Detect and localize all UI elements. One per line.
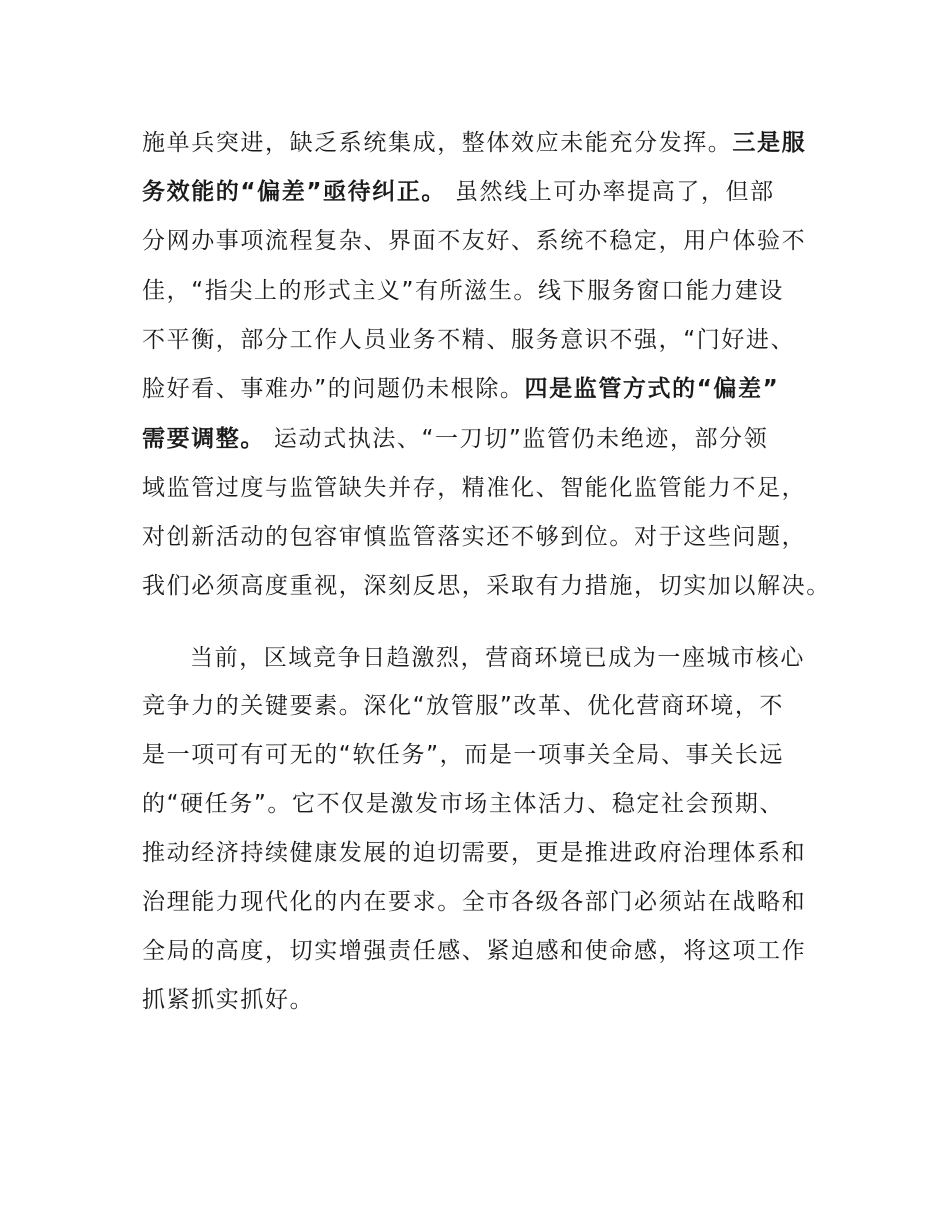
paragraph-2-line-6: 治理能力现代化的内在要求。全市各级各部门必须站在战略和 [142, 889, 807, 915]
text-normal: 施单兵突进，缺乏系统集成，整体效应未能充分发挥。 [142, 130, 733, 156]
paragraph-1-line-2 [142, 177, 775, 207]
text-bold-heading: 四是监管方式的“偏差” [524, 376, 780, 402]
paragraph-2-line-7: 全局的高度，切实增强责任感、紧迫感和使命感，将这项工作 [142, 938, 807, 964]
paragraph-2-line-4: 的“硬任务”。它不仅是激发市场主体活力、稳定社会预期、 [142, 791, 785, 817]
paragraph-1-line-4: 佳，“指尖上的形式主义”有所滋生。线下服务窗口能力建设 [142, 278, 785, 304]
text-bold-heading: 需要调整。 [142, 426, 265, 452]
paragraph-1-line-3: 分网办事项流程复杂、界面不友好、系统不稳定，用户体验不 [142, 228, 807, 254]
text-bold-heading: 三是服 [732, 130, 807, 156]
paragraph-1-line-8: 域监管过度与监管缺失并存，精准化、智能化监管能力不足， [142, 475, 807, 501]
text-bold-heading: 务效能的“偏差”亟待纠正。 [142, 179, 447, 205]
text-normal: 脸好看、事难办”的问题仍未根除。 [142, 376, 525, 402]
text-normal: 运动式执法、“一刀切”监管仍未绝迹，部分领 [265, 426, 769, 452]
paragraph-2-line-3: 是一项可有可无的“软任务”，而是一项事关全局、事关长远 [142, 742, 785, 768]
paragraph-2-line-2: 竞争力的关键要素。深化“放管服”改革、优化营商环境，不 [142, 693, 785, 719]
paragraph-1-line-7 [142, 424, 768, 454]
paragraph-1-line-10: 我们必须高度重视，深刻反思，采取有力措施，切实加以解决。 [142, 573, 831, 599]
paragraph-1-line-5: 不平衡，部分工作人员业务不精、服务意识不强，“门好进、 [142, 327, 796, 353]
paragraph-1-line-9: 对创新活动的包容审慎监管落实还不够到位。对于这些问题， [142, 524, 807, 550]
paragraph-1-line-1 [142, 128, 806, 158]
paragraph-2-line-5: 推动经济持续健康发展的迫切需要，更是推进政府治理体系和 [142, 840, 807, 866]
paragraph-2-line-8: 抓紧抓实抓好。 [142, 987, 315, 1013]
text-normal: 虽然线上可办率提高了，但部 [446, 179, 775, 205]
paragraph-2-line-1: 当前，区域竞争日趋激烈，营商环境已成为一座城市核心 [190, 645, 805, 671]
paragraph-1-line-6 [142, 374, 779, 404]
